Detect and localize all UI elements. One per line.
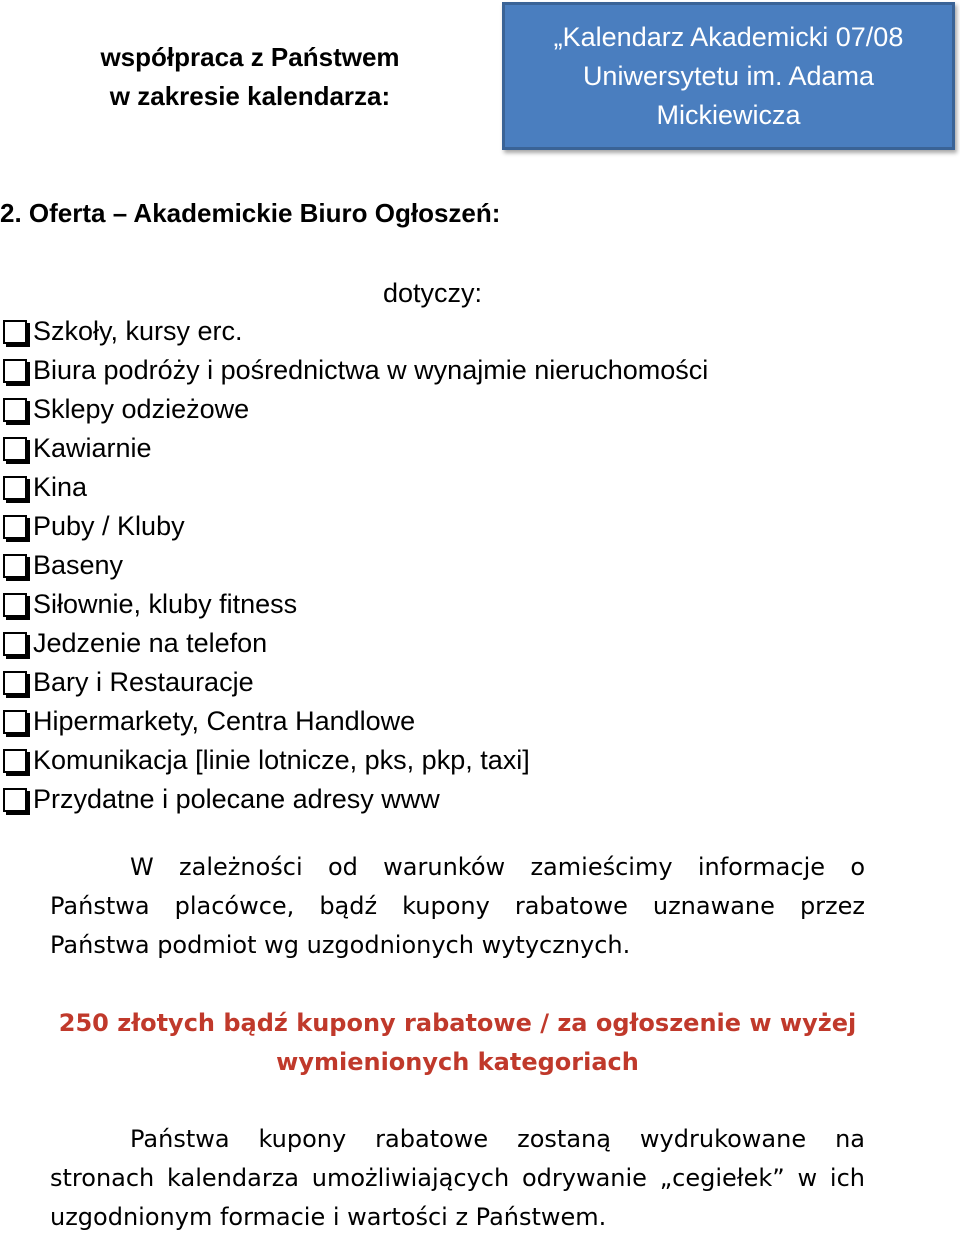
category-label: Siłownie, kluby fitness <box>33 589 298 619</box>
category-item <box>0 585 708 624</box>
category-label: Komunikacja [linie lotnicze, pks, pkp, taxi] <box>33 745 530 775</box>
category-item <box>0 390 708 429</box>
coupons-paragraph: Państwa kupony rabatowe zostaną wydrukowane na stronach kalendarza umożliwiających odrywanie „cegiełek” w ich uzgodnionym formacie i wartości z Państwem. <box>50 1125 865 1231</box>
checkbox-icon <box>3 632 27 656</box>
price-highlight: 250 złotych bądź kupony rabatowe / za ogłoszenie w wyżej wymienionych kategoriach <box>58 1009 857 1076</box>
checkbox-icon <box>3 593 27 617</box>
checkbox-icon <box>3 749 27 773</box>
cooperation-heading <box>40 38 460 116</box>
category-item <box>0 429 708 468</box>
category-label: Sklepy odzieżowe <box>33 394 250 424</box>
category-item <box>0 741 708 780</box>
calendar-title-box <box>502 2 955 150</box>
category-label: Puby / Kluby <box>33 511 185 541</box>
checkbox-icon <box>3 671 27 695</box>
category-label: Baseny <box>33 550 124 580</box>
checkbox-icon <box>3 437 27 461</box>
checkbox-icon <box>3 515 27 539</box>
checkbox-icon <box>3 359 27 383</box>
checkbox-icon <box>3 554 27 578</box>
category-label: Szkoły, kursy erc. <box>33 316 243 346</box>
category-item <box>0 624 708 663</box>
category-label: Kina <box>33 472 88 502</box>
checkbox-icon <box>3 476 27 500</box>
category-label: Bary i Restauracje <box>33 667 254 697</box>
category-item <box>0 546 708 585</box>
category-item <box>0 702 708 741</box>
category-item <box>0 468 708 507</box>
category-label: Przydatne i polecane adresy www <box>33 784 440 814</box>
checkbox-icon <box>3 710 27 734</box>
concerns-label: dotyczy: <box>383 278 483 308</box>
category-label: Hipermarkety, Centra Handlowe <box>33 706 416 736</box>
cooperation-heading-line2: w zakresie kalendarza: <box>109 81 391 111</box>
category-item <box>0 312 708 351</box>
category-item <box>0 351 708 390</box>
checkbox-icon <box>3 788 27 812</box>
category-label: Jedzenie na telefon <box>33 628 268 658</box>
section-heading: 2. Oferta – Akademickie Biuro Ogłoszeń: <box>0 198 501 228</box>
cooperation-heading-line1: współpraca z Państwem <box>100 42 400 72</box>
category-label: Kawiarnie <box>33 433 152 463</box>
checkbox-icon <box>3 320 27 344</box>
category-list <box>0 312 708 819</box>
conditions-paragraph: W zależności od warunków zamieścimy informacje o Państwa placówce, bądź kupony rabatowe uznawane przez Państwa podmiot wg uzgodnionych wytycznych. <box>50 853 865 959</box>
category-item <box>0 780 708 819</box>
checkbox-icon <box>3 398 27 422</box>
category-label: Biura podróży i pośrednictwa w wynajmie nieruchomości <box>33 355 709 385</box>
category-item <box>0 663 708 702</box>
category-item <box>0 507 708 546</box>
calendar-title: „Kalendarz Akademicki 07/08 Uniwersytetu im. Adama Mickiewicza <box>553 21 904 130</box>
